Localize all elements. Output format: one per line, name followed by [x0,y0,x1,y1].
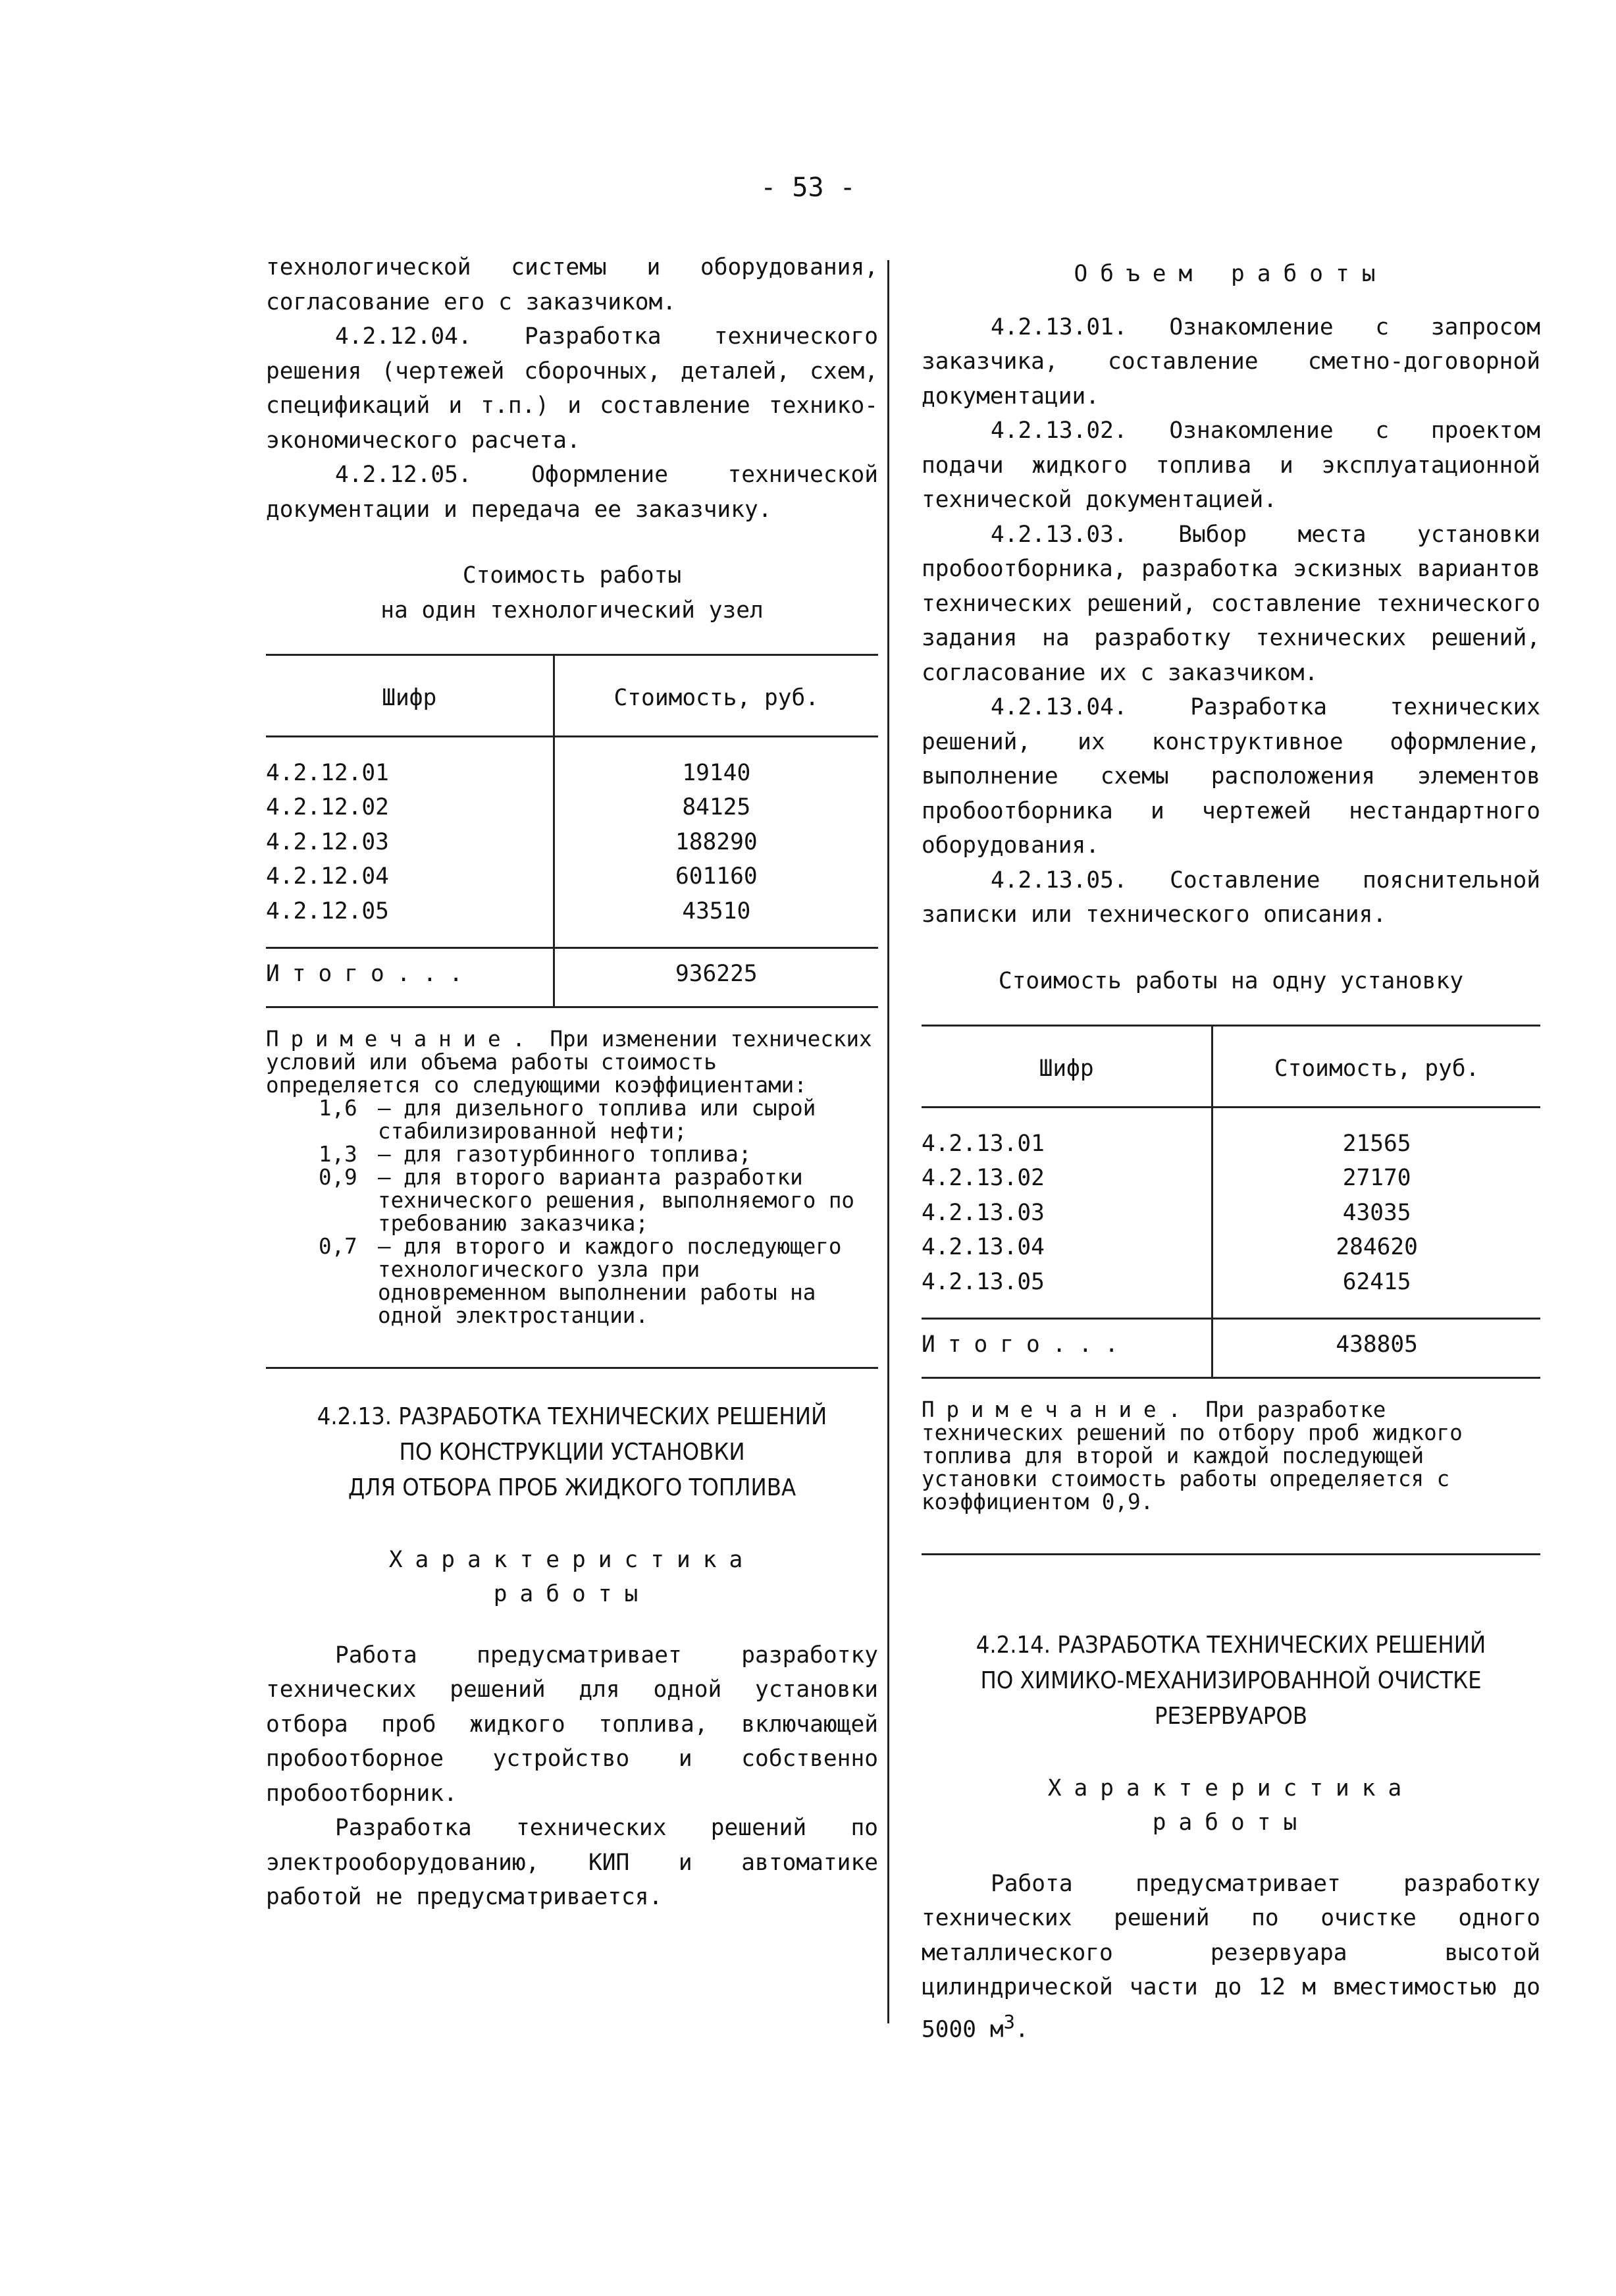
table-row [922,1107,1540,1161]
body-paragraph-2: Разработка технических решений по электрооборудованию, КИП и автоматике работой не предусматривается. [266,1815,878,1910]
characteristics-heading [922,1771,1540,1840]
body-paragraph [922,1867,1540,2047]
heading-line: Характеристика [1047,1775,1415,1802]
body-paragraph-1: Работа предусматривает разработку технических решений для одной установки отбора проб жидкого топлива, включающей пробоотборное устройство и собственно пробоотборник. [266,1642,878,1807]
scope-item-2: 4.2.13.02. Ознакомление с проектом подачи жидкого топлива и эксплуатационной технической документацией. [922,417,1540,513]
cost-table [266,654,878,1008]
coefficient-item: 0,9 – для второго варианта разработки технического решения, выполняемого по требованию заказчика; [266,1166,878,1235]
table-caption [266,558,878,627]
heading-line: ПО ХИМИКО-МЕХАНИЗИРОВАННОЙ ОЧИСТКЕ [980,1667,1482,1694]
coefficient-text: для второго варианта разработки технического решения, выполняемого по требованию заказчика; [378,1164,854,1236]
section-heading [266,1399,878,1506]
body-text: Работа предусматривает разработку технических решений по очистке одного металлического резервуара высотой цилиндрической части до 12 м вместимостью до 5000 м [922,1870,1540,2042]
cost-cell: 43035 [1342,1199,1411,1226]
code-cell: 4.2.12.02 [266,790,554,825]
column-header-cost: Стоимость, руб. [554,655,878,737]
heading-line: Характеристика [388,1546,756,1573]
intro-paragraph-2: 4.2.12.04. Разработка технического решения (чертежей сборочных, деталей, схем, спецификаций и т.п.) и составление технико-экономического расчета. [266,323,878,454]
caption-line: Стоимость работы [462,562,682,589]
cost-cell: 62415 [1342,1268,1411,1295]
table-row [266,790,878,825]
table-row [266,894,878,948]
characteristics-heading [266,1543,878,1612]
code-cell: 4.2.13.05 [922,1265,1212,1319]
scope-heading: Объем работы [1074,261,1388,287]
table-row [922,1196,1540,1231]
note-label: Примечание. [266,1026,537,1052]
coefficient-value: 0,9 [319,1164,357,1190]
table-caption: Стоимость работы на одну установку [998,967,1464,994]
cost-cell: 188290 [675,828,758,855]
table-row [922,1230,1540,1265]
cost-cell: 19140 [682,759,751,786]
heading-line: РЕЗЕРВУАРОВ [1154,1702,1308,1730]
right-column [922,250,1540,2047]
section-heading [922,1628,1540,1734]
total-label: Итого... [266,948,554,1007]
coefficient-item: 1,6 – для дизельного топлива или сырой стабилизированной нефти; [266,1097,878,1143]
heading-line: 4.2.14. РАЗРАБОТКА ТЕХНИЧЕСКИХ РЕШЕНИЙ [976,1631,1486,1659]
left-column [266,250,878,1915]
coefficient-text: для второго и каждого последующего технологического узла при одновременном выполнении работы на одной электростанции. [378,1233,842,1328]
code-cell: 4.2.13.03 [922,1196,1212,1231]
total-row [266,948,878,1007]
note [922,1399,1540,1514]
column-header-cost: Стоимость, руб. [1212,1026,1540,1108]
note [266,1028,878,1327]
intro-paragraph-1: технологической системы и оборудования, согласование его с заказчиком. [266,254,878,315]
heading-line: 4.2.13. РАЗРАБОТКА ТЕХНИЧЕСКИХ РЕШЕНИЙ [317,1402,827,1430]
section-rule [266,1367,878,1369]
total-label: Итого... [922,1319,1212,1378]
cost-cell: 601160 [675,863,758,890]
cost-cell: 84125 [682,794,751,820]
superscript: 3 [1003,2010,1015,2033]
coefficient-item: 0,7 – для второго и каждого последующего технологического узла при одновременном выполнении работы на одной электростанции. [266,1235,878,1327]
column-divider [887,260,889,2023]
coefficient-item: 1,3 – для газотурбинного топлива; [266,1143,878,1166]
code-cell: 4.2.13.04 [922,1230,1212,1265]
code-cell: 4.2.12.03 [266,825,554,860]
cost-table [922,1025,1540,1379]
code-cell: 4.2.13.01 [922,1107,1212,1161]
code-cell: 4.2.12.04 [266,859,554,894]
table-row [266,859,878,894]
heading-line: работы [1152,1809,1310,1836]
scope-item-1: 4.2.13.01. Ознакомление с запросом заказчика, составление сметно-договорной документации. [922,313,1540,410]
heading-line: ПО КОНСТРУКЦИИ УСТАНОВКИ [399,1438,745,1466]
coefficient-text: для газотурбинного топлива; [404,1141,752,1167]
coefficient-value: 0,7 [319,1233,357,1259]
table-row [922,1161,1540,1196]
scope-item-5: 4.2.13.05. Составление пояснительной записки или технического описания. [922,867,1540,928]
note-label: Примечание. [922,1397,1193,1422]
heading-line: ДЛЯ ОТБОРА ПРОБ ЖИДКОГО ТОПЛИВА [348,1474,796,1501]
intro-paragraph-3: 4.2.12.05. Оформление технической документации и передача ее заказчику. [266,462,878,523]
coefficient-value: 1,3 [319,1141,357,1167]
column-header-code: Шифр [922,1026,1212,1108]
section-rule [922,1553,1540,1555]
body-end: . [1014,2016,1029,2042]
page-number: - 53 - [760,173,856,203]
coefficient-text: для дизельного топлива или сырой стабилизированной нефти; [378,1095,816,1144]
cost-cell: 21565 [1342,1130,1411,1157]
total-value: 936225 [554,948,878,1007]
table-row [266,825,878,860]
heading-line: работы [493,1581,651,1607]
column-header-code: Шифр [266,655,554,737]
table-row [922,1265,1540,1319]
total-value: 438805 [1212,1319,1540,1378]
cost-cell: 43510 [682,897,751,924]
coefficient-value: 1,6 [319,1095,357,1121]
caption-line: на один технологический узел [380,597,764,624]
code-cell: 4.2.12.01 [266,736,554,790]
note-text: При изменении технических условий или объема работы стоимость определяется со следующими коэффициентами: [266,1026,872,1098]
code-cell: 4.2.13.02 [922,1161,1212,1196]
cost-cell: 284620 [1336,1234,1418,1260]
cost-cell: 27170 [1342,1165,1411,1191]
note-text: При разработке технических решений по отбору проб жидкого топлива для второй и каждой последующей установки стоимость работы определяется с коэффициентом 0,9. [922,1397,1463,1514]
scope-item-4: 4.2.13.04. Разработка технических решений, их конструктивное оформление, выполнение схемы расположения элементов пробоотборника и чертежей нестандартного оборудования. [922,694,1540,859]
scope-item-3: 4.2.13.03. Выбор места установки пробоотборника, разработка эскизных вариантов технических решений, составление технического задания на разработку технических решений, согласование их с заказчиком. [922,521,1540,686]
total-row [922,1319,1540,1378]
code-cell: 4.2.12.05 [266,894,554,948]
table-row [266,736,878,790]
